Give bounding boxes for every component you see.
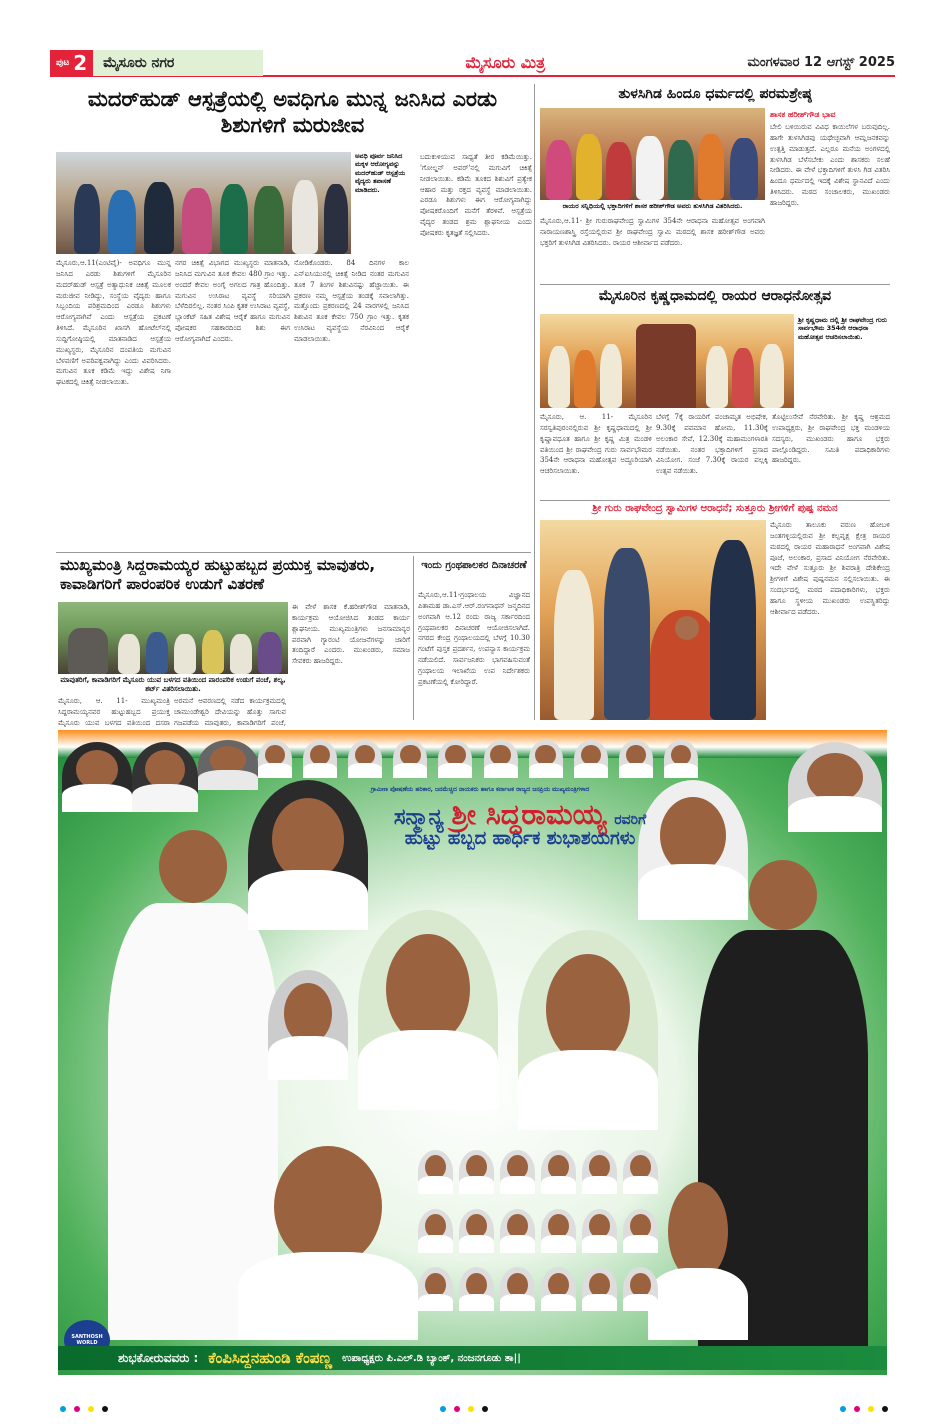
ad-portrait [418, 1209, 453, 1253]
story4-headline: ಶ್ರೀ ಗುರು ರಾಘವೇಂದ್ರ ಸ್ವಾಮಿಗಳ ಆರಾಧನೆ; ಸುತ್ತೂರು ಶ್ರೀಗಳಿಗೆ ಪುಷ್ಪ ನಮನ [592, 503, 838, 514]
section-divider [56, 552, 531, 553]
ad-portrait [500, 1150, 535, 1194]
story5-photo-caption: ಮಾವುತರಿಗೆ, ಕಾವಾಡಿಗರಿಗೆ ಮೈಸೂರು ಯುವ ಬಳಗದ ವತಿಯಿಂದ ಪಾರಂಪರಿಕ ಉಡುಗೆ ಪಂಚೆ, ಶಲ್ಯ, ಶರ್ಟ್ ವಿತರಿಸಲಾಯಿತು. [58, 676, 288, 694]
page-label: ಪುಟ [56, 57, 70, 68]
ad-portrait [62, 742, 132, 812]
ad-portrait [418, 1267, 453, 1311]
story2-photo [540, 108, 765, 200]
ad-portrait [303, 740, 337, 778]
ad-portrait [664, 740, 698, 778]
column-divider [413, 556, 414, 720]
ad-footer-role: ಉಪಾಧ್ಯಕ್ಷರು ಪಿ.ಎಲ್.ಡಿ ಬ್ಯಾಂಕ್, ನಂಜನಗೂಡು ತಾ|| [342, 1352, 521, 1364]
ad-honoree-name: ಶ್ರೀ ಸಿದ್ದರಾಮಯ್ಯ [451, 798, 607, 831]
page-tag [50, 50, 93, 76]
story3-headline: ಮೈಸೂರಿನ ಕೃಷ್ಣಧಾಮದಲ್ಲಿ ರಾಯರ ಆರಾಧನೋತ್ಸವ [598, 288, 832, 304]
ad-portrait [623, 1150, 658, 1194]
ad-top-line: ಗ್ರಾಮೀಣ ಪೋಷಣೆಯ ಹರಿಕಾರ, ಜನಮೆಚ್ಚಿದ ನಾಯಕರು ಹಾಗೂ ಕರ್ನಾಟಕ ರಾಜ್ಯದ ಜನಪ್ರಿಯ ಮುಖ್ಯಮಂತ್ರಿಗಳಾದ [370, 786, 590, 793]
ad-portrait [418, 1150, 453, 1194]
story6-headline: ಇಂದು ಗ್ರಂಥಪಾಲಕರ ದಿನಾಚರಣೆ [421, 560, 527, 571]
story3-photo [540, 314, 794, 408]
ad-portrait [500, 1209, 535, 1253]
story1-photo [56, 152, 351, 254]
ad-portrait [541, 1267, 576, 1311]
ad-faces-grid [418, 1150, 658, 1320]
ad-portrait [574, 740, 608, 778]
ad-portrait [258, 740, 292, 778]
story3-body-col3: ತೊಟ್ಟಿಲುಸೇವೆ ನೆರವೇರಿತು. ಶ್ರೀ ಕೃಷ್ಣ ಆಶ್ರಮದ ಉಪಾಧ್ಯಕ್ಷರು, ಶ್ರೀ ರಾಘವೇಂದ್ರ ಭಕ್ತ ಮಂಡಳಿಯ ಸದಸ್ಯರು, ಮುಖಂಡರು ಹಾಗೂ ಭಕ್ತರು ಪಾಲ್ಗೊಂಡಿದ್ದರು. ಸಮಿತಿ ಪದಾಧಿಕಾರಿಗಳು ಹಾಜರಿದ್ದರು. [772, 413, 890, 465]
story2-headline: ತುಳಸಿಗಿಡ ಹಿಂದೂ ಧರ್ಮದಲ್ಲಿ ಪರಮಶ್ರೇಷ್ಠ [618, 86, 812, 102]
story3-photo-caption: ಶ್ರೀ ಕೃಷ್ಣಧಾಮ ದಲ್ಲಿ ಶ್ರೀ ರಾಘವೇಂದ್ರ ಗುರು ಸಾರ್ವಭೌಮ 354ನೇ ಆರಾಧನಾ ಮಹೋತ್ಸವ ಆಚರಿಸಲಾಯಿತು. [798, 316, 890, 408]
ad-greeting-suffix: ರವರಿಗೆ [614, 812, 647, 828]
masthead [50, 50, 895, 77]
story5-body-col3: ಈ ವೇಳೆ ಶಾಸಕ ಕೆ.ಹರೀಶ್‌ಗೌಡ ಮಾತನಾಡಿ, ಕಾರ್ಯಕ್ರಮ ಆಯೋಜಿಸಿದ ತಂಡದ ಕಾರ್ಯ ಶ್ಲಾಘನೀಯ. ಮುಖ್ಯಮಂತ್ರಿಗಳು ಜನಸಾಮಾನ್ಯರ ಪರವಾಗಿ ಗ್ಯಾರಂಟಿ ಯೋಜನೆಗಳನ್ನು ಜಾರಿಗೆ ತಂದಿದ್ದಾರೆ ಎಂದರು. ಮುಖಂಡರು, ಸಮಾಜ ಸೇವಕರು ಹಾಜರಿದ್ದರು. [292, 603, 410, 666]
ad-portrait [393, 740, 427, 778]
story2-photo-caption: ರಾಯರ ಸನ್ನಿಧಿಯಲ್ಲಿ ಭಕ್ತಾದಿಗಳಿಗೆ ಶಾಸಕ ಹರೀಶ್‌ಗೌಡ ಅವರು ತುಳಸಿಗಿಡ ವಿತರಿಸಿದರು. [540, 202, 765, 210]
ad-portrait [500, 1267, 535, 1311]
ad-portrait [518, 930, 658, 1130]
story1-body-col4: ಬದುಕುಳಿಯುವ ಸಾಧ್ಯತೆ ತೀರ ಕಡಿಮೆಯಿತ್ತು. 'ಗೋಲ್ಡನ್ ಅವರ್'ನಲ್ಲಿ ಮಗುವಿಗೆ ಚಿಕಿತ್ಸೆ ನೀಡಲಾಯಿತು. ಕಡಿಮೆ ತೂಕದ ಶಿಶುವಿಗೆ ಪ್ರತ್ಯೇಕ ಆಹಾರ ಮತ್ತು ರಕ್ತದ ವ್ಯವಸ್ಥೆ ಮಾಡಲಾಯಿತು. ಎರಡೂ ಶಿಶುಗಳು ಈಗ ಆರೋಗ್ಯವಾಗಿದ್ದು ಪೋಷಕರೊಂದಿಗೆ ಮನೆಗೆ ತೆರಳಿವೆ. ಆಸ್ಪತ್ರೆಯ ವೈದ್ಯರ ತಂಡದ ಶ್ರಮ ಶ್ಲಾಘನೀಯ ಎಂದು ಪೋಷಕರು ಕೃತಜ್ಞತೆ ಸಲ್ಲಿಸಿದರು. [420, 153, 532, 237]
ad-portrait [198, 740, 258, 790]
ad-footer-name: ಕೆಂಪಿಸಿದ್ದನಹುಂಡಿ ಕೆಂಪಣ್ಣ [208, 1349, 333, 1367]
ad-portrait [582, 1150, 617, 1194]
ad-faces-row [258, 740, 698, 780]
registration-marks [60, 1406, 108, 1412]
ad-footer-bar [58, 1346, 887, 1370]
ad-portrait [268, 970, 348, 1080]
ad-portrait [623, 1209, 658, 1253]
story5-photo [58, 602, 288, 674]
story2-body-col1: ಮೈಸೂರು,ಆ.11- ಶ್ರೀ ಗುರುರಾಘವೇಂದ್ರ ಸ್ವಾಮಿಗಳ 354ನೇ ಆರಾಧನಾ ಮಹೋತ್ಸವ ಅಂಗವಾಗಿ ನಾರಾಯಣಶಾಸ್ತ್ರಿ ರಸ್ತೆಯಲ್ಲಿರುವ ಶ್ರೀ ರಾಘವೇಂದ್ರ ಸ್ವಾಮಿ ಮಠದಲ್ಲಿ ಶಾಸಕ ಹರೀಶ್‌ಗೌಡ ಅವರು ಭಕ್ತರಿಗೆ ತುಳಸಿಗಿಡ ವಿತರಿಸಿದರು. ರಾಯರ ಆಶೀರ್ವಾದ ಪಡೆದರು. [540, 217, 765, 247]
story1-headline: ಮದರ್‌ಹುಡ್ ಆಸ್ಪತ್ರೆಯಲ್ಲಿ ಅವಧಿಗೂ ಮುನ್ನ ಜನಿಸಿದ ಎರಡು ಶಿಶುಗಳಿಗೆ ಮರುಜೀವ [87, 87, 498, 138]
story3-body-col2: ಬೆಳಗ್ಗೆ 7ಕ್ಕೆ ರಾಯರಿಗೆ ಪಂಚಾಮೃತ ಅಭಿಷೇಕ, 9.30ಕ್ಕೆ ಪವಮಾನ ಹೋಮ, 11.30ಕ್ಕೆ ಅಲಂಕಾರ ಸೇವೆ, 12.30ಕ್ಕೆ ಮಹಾಮಂಗಳಾರತಿ ನಡೆಯಿತು. ನಂತರ ಭಕ್ತಾದಿಗಳಿಗೆ ಪ್ರಸಾದ ವಿನಿಯೋಗ. ಸಂಜೆ 7.30ಕ್ಕೆ ರಾಯರ ಪಲ್ಲಕ್ಕಿ ಉತ್ಸವ ನಡೆಯಿತು. [656, 413, 768, 476]
story2-body-col2: ಬೇಲಿ ಬಳಿಯಿರುವ ವಿವಿಧ ಕಾಯಿಲೆಗಳ ಬರುವುದಿಲ್ಲ. ಹಾಗೇ ತುಳಸಿಗಿಡವು ಯಥೇಚ್ಛವಾಗಿ ಆಮ್ಲಜನಕವನ್ನು ಉತ್ಪತ್ತಿ ಮಾಡುತ್ತದೆ. ಎಲ್ಲರೂ ಮನೆಯ ಅಂಗಳದಲ್ಲಿ ತುಳಸಿಗಿಡ ಬೆಳೆಸಬೇಕು ಎಂದು ಶಾಸಕರು ಸಲಹೆ ನೀಡಿದರು. ಈ ವೇಳೆ ಭಕ್ತಾದಿಗಳಿಗೆ ತುಳಸಿ ಗಿಡ ವಿತರಿಸಿ ಹಿಂದೂ ಧರ್ಮದಲ್ಲಿ ಇದಕ್ಕೆ ವಿಶೇಷ ಸ್ಥಾನವಿದೆ ಎಂದು ತಿಳಿಸಿದರು. ಮಠದ ಸಂಚಾಲಕರು, ಮುಖಂಡರು ಹಾಜರಿದ್ದರು. [770, 123, 890, 207]
section-name: ಮೈಸೂರು ನಗರ [93, 50, 263, 76]
ad-portrait [238, 1120, 418, 1340]
page-number: 2 [73, 50, 88, 75]
story1-body-col2: ನಗರ ಚಿಕಿತ್ಸೆ ವಿಭಾಗದ ಮುಖ್ಯಸ್ಥರು ಮಾತನಾಡಿ, ಜನಿಸಿದ ಮಗುವಿನ ತೂಕ ಕೇವಲ 480 ಗ್ರಾಂ ಇತ್ತು. ಅಂದರೆ ಕೇವಲ ಅಂಗೈ ಅಗಲದ ಗಾತ್ರ ಹೊಂದಿತ್ತು. ಮಗುವಿನ ಉಸಿರಾಟ ವ್ಯವಸ್ಥೆ ಸರಿಯಾಗಿ ಬೆಳೆದಿರಲಿಲ್ಲ. ನಂತರ ಸಿಂಪಿ ಕೃತಕ ಉಸಿರಾಟ ವ್ಯವಸ್ಥೆ, ಬ್ಲಾಂಕೆಟ್ ಸಹಿತ ವಿಶೇಷ ಆರೈಕೆ ಹಾಗೂ ಮಗುವಿನ ಪೋಷಕರ ಸಹಕಾರದಿಂದ ಶಿಶು ಈಗ ಆರೋಗ್ಯವಾಗಿದೆ ಎಂದರು. [175, 259, 290, 343]
publication-date: ಮಂಗಳವಾರ 12 ಆಗಸ್ಟ್ 2025 [747, 55, 895, 70]
paper-name: ಮೈಸೂರು ಮಿತ್ರ [465, 52, 546, 72]
ad-wishes: ಹುಟ್ಟು ಹಬ್ಬದ ಹಾರ್ಧಿಕ ಶುಭಾಶಯಗಳು [404, 828, 636, 849]
story4-body: ಮೈಸೂರು ತಾಲೂಕು ವರುಣ ಹೋಬಳಿ ಜಂತಗಳ್ಳಿಯಲ್ಲಿರುವ ಶ್ರೀ ಕಲ್ಪವೃಕ್ಷ ಕ್ಷೇತ್ರ ರಾಯರ ಮಠದಲ್ಲಿ ರಾಯರ ಮಹಾರಾಧನೆ ಅಂಗವಾಗಿ ವಿಶೇಷ ಪೂಜೆ, ಅಲಂಕಾರ, ಪ್ರಸಾದ ವಿನಿಯೋಗ ನೆರವೇರಿತು. ಇದೇ ವೇಳೆ ಸುತ್ತೂರು ಶ್ರೀ ಶಿವರಾತ್ರಿ ದೇಶಿಕೇಂದ್ರ ಶ್ರೀಗಳಿಗೆ ವಿಶೇಷ ಪುಷ್ಪನಮನ ಸಲ್ಲಿಸಲಾಯಿತು. ಈ ಸಂದರ್ಭದಲ್ಲಿ ಮಠದ ಪದಾಧಿಕಾರಿಗಳು, ಭಕ್ತರು ಹಾಗೂ ಸ್ಥಳೀಯ ಮುಖಂಡರು ಉಪಸ್ಥಿತರಿದ್ದು ಆಶೀರ್ವಾದ ಪಡೆದರು. [770, 521, 890, 616]
ad-portrait [484, 740, 518, 778]
ad-portrait [459, 1150, 494, 1194]
story1-body-col3: ನೋಡಿಕೊಂಡರು. 84 ದಿನಗಳ ಕಾಲ ಎನ್‌ಐಸಿಯುನಲ್ಲಿ ಚಿಕಿತ್ಸೆ ನೀಡಿದ ನಂತರ ಮಗುವಿನ ತೂಕ 7 ತಿಂಗಳ ಶಿಶುವಿನಷ್ಟು ಹೆಚ್ಚಾಯಿತು. ಈ ಪ್ರಕರಣ ನಮ್ಮ ಆಸ್ಪತ್ರೆಯ ತಂಡಕ್ಕೆ ಸವಾಲಾಗಿತ್ತು. ಮತ್ತೊಂದು ಪ್ರಕರಣದಲ್ಲಿ 24 ವಾರಗಳಲ್ಲಿ ಜನಿಸಿದ ಶಿಶುವಿನ ತೂಕ ಕೇವಲ 750 ಗ್ರಾಂ ಇತ್ತು. ಕೃತಕ ಉಸಿರಾಟ ವ್ಯವಸ್ಥೆಯ ನೆರವಿನಿಂದ ಆರೈಕೆ ಮಾಡಲಾಯಿತು. [294, 259, 409, 343]
ad-portrait [541, 1150, 576, 1194]
story2-subhead: ಶಾಸಕ ಹರೀಶ್‌ಗೌಡ ಭಾವ [770, 110, 836, 119]
story1-body-col1: ಮೈಸೂರು,ಆ.11(ಎಂಟಿವೈ)- ಅವಧಿಗೂ ಮುನ್ನ ಜನಿಸಿದ ಎರಡು ಶಿಶುಗಳಿಗೆ ಮೈಸೂರಿನ ಮದರ್‌ಹುಡ್ ಆಸ್ಪತ್ರೆ ಅತ್ಯಾಧುನಿಕ ಚಿಕಿತ್ಸೆ ಮೂಲಕ ಮರುಜೀವ ನೀಡಿದ್ದು, ಸಂಸ್ಥೆಯ ವೈದ್ಯರು ಹಾಗೂ ಸಿಬ್ಬಂದಿಯ ಪರಿಶ್ರಮದಿಂದ ಎರಡೂ ಶಿಶುಗಳು ಆರೋಗ್ಯವಾಗಿವೆ ಎಂದು ಆಸ್ಪತ್ರೆಯ ಪ್ರಕಟಣೆ ತಿಳಿಸಿದೆ. ಮೈಸೂರಿನ ಖಾಸಗಿ ಹೋಟೆಲ್‌ನಲ್ಲಿ ಸುದ್ದಿಗೋಷ್ಠಿಯಲ್ಲಿ ಮಾತನಾಡಿದ ಆಸ್ಪತ್ರೆಯ ಮುಖ್ಯಸ್ಥರು, ಮೈಸೂರಿನ ದಂಪತಿಯ ಮಗುವಿನ ಬೆಳವಣಿಗೆ ಅಪರಿಪಕ್ವವಾಗಿದ್ದು ಎಂದು ವಿವರಿಸಿದರು. ಮಗುವಿನ ತೂಕ ಕಡಿಮೆ ಇದ್ದು ವಿಶೇಷ ನಿಗಾ ಘಟಕದಲ್ಲಿ ಚಿಕಿತ್ಸೆ ನೀಡಲಾಯಿತು. [56, 259, 171, 387]
ad-portrait [788, 742, 882, 832]
registration-marks [840, 1406, 888, 1412]
ad-portrait [438, 740, 472, 778]
ad-portrait [459, 1267, 494, 1311]
ad-portrait [358, 910, 498, 1110]
ad-portrait [459, 1209, 494, 1253]
ad-portrait [541, 1209, 576, 1253]
column-divider [534, 84, 535, 720]
ad-portrait [619, 740, 653, 778]
story5-headline: ಮುಖ್ಯಮಂತ್ರಿ ಸಿದ್ದರಾಮಯ್ಯರ ಹುಟ್ಟುಹಬ್ಬದ ಪ್ರಯುಕ್ತ ಮಾವುತರು, ಕಾವಾಡಿಗರಿಗೆ ಪಾರಂಪರಿಕ ಉಡುಗೆ ವಿತರಣೆ [60, 556, 376, 593]
ad-portrait [529, 740, 563, 778]
story4-photo [540, 520, 766, 720]
section-divider [540, 284, 890, 285]
story5-body-col2: ಅರಮನೆ ಆವರಣದಲ್ಲಿ ನಡೆದ ಕಾರ್ಯಕ್ರಮದಲ್ಲಿ ಚಾಮುಂಡೇಶ್ವರಿ ದೇವಿಯನ್ನು ಹೊತ್ತು ಸಾಗುವ ಗಜಪಡೆಯ ಮಾವುತರು, ಕಾವಾಡಿಗರಿಗೆ ಪಂಚೆ, [174, 697, 286, 727]
ad-portrait [582, 1209, 617, 1253]
ad-portrait [623, 1267, 658, 1311]
section-divider [540, 500, 890, 501]
ad-portrait [348, 740, 382, 778]
story6-body: ಮೈಸೂರು,ಆ.11-ಗ್ರಂಥಾಲಯ ವಿಜ್ಞಾನದ ಪಿತಾಮಹ ಡಾ.ಎಸ್.ಆರ್.ರಂಗನಾಥನ್ ಜನ್ಮದಿನದ ಅಂಗವಾಗಿ ಆ.12 ರಂದು ರಾಜ್ಯ ಸರ್ಕಾರದಿಂದ ಗ್ರಂಥಪಾಲಕರ ದಿನಾಚರಣೆ ಆಯೋಜಿಸಲಾಗಿದೆ. ನಗರದ ಕೇಂದ್ರ ಗ್ರಂಥಾಲಯದಲ್ಲಿ ಬೆಳಗ್ಗೆ 10.30 ಗಂಟೆಗೆ ಪುಸ್ತಕ ಪ್ರದರ್ಶನ, ಉಪನ್ಯಾಸ ಕಾರ್ಯಕ್ರಮ ನಡೆಯಲಿದೆ. ಸಾರ್ವಜನಿಕರು ಭಾಗವಹಿಸುವಂತೆ ಗ್ರಂಥಾಲಯ ಇಲಾಖೆಯ ಉಪ ನಿರ್ದೇಶಕರು ಪ್ರಕಟಣೆಯಲ್ಲಿ ಕೋರಿದ್ದಾರೆ. [418, 591, 530, 686]
story5-body-col1: ಮೈಸೂರು, ಆ. 11- ಮುಖ್ಯಮಂತ್ರಿ ಸಿದ್ದರಾಮಯ್ಯನವರ ಹುಟ್ಟುಹಬ್ಬದ ಪ್ರಯುಕ್ತ ಮೈಸೂರು ಯುವ ಬಳಗದ ವತಿಯಿಂದ ದಸರಾ [58, 697, 170, 727]
ad-honoree-line [330, 798, 710, 832]
ad-footer-label: ಶುಭಕೋರುವವರು : [118, 1350, 199, 1365]
story3-body-col1: ಮೈಸೂರು, ಆ. 11- ಮೈಸೂರಿನ ಸರಸ್ವತಿಪುರಂನಲ್ಲಿರುವ ಶ್ರೀ ಕೃಷ್ಣಧಾಮದಲ್ಲಿ ಶ್ರೀ ಕೃಷ್ಣಾವಧೂತ ಹಾಗೂ ಶ್ರೀ ಕೃಷ್ಣ ಮಿತ್ರ ಮಂಡಳಿ ವತಿಯಿಂದ ಶ್ರೀ ರಾಘವೇಂದ್ರ ಗುರು ಸಾರ್ವಭೌಮರ 354ನೇ ಆರಾಧನಾ ಮಹೋತ್ಸವ ಅದ್ಧೂರಿಯಾಗಿ ಆಚರಿಸಲಾಯಿತು. [540, 413, 652, 476]
ad-portrait [648, 1160, 748, 1340]
designer-logo: SANTHOSH WORLD [64, 1320, 110, 1360]
registration-marks [440, 1406, 488, 1412]
ad-portrait [582, 1267, 617, 1311]
story1-photo-caption: ಅವಧಿ ಪೂರ್ವ ಜನಿಸಿದ ಮಕ್ಕಳ ಆರೋಗ್ಯವನ್ನು ಮದರ್‌ಹುಡ್ ಆಸ್ಪತ್ರೆಯ ವೈದ್ಯರು ತಪಾಸಣೆ ಮಾಡಿದರು. [355, 152, 417, 254]
ad-portrait [132, 742, 198, 812]
ad-greeting-prefix: ಸನ್ಮಾನ್ಯ [393, 805, 444, 830]
